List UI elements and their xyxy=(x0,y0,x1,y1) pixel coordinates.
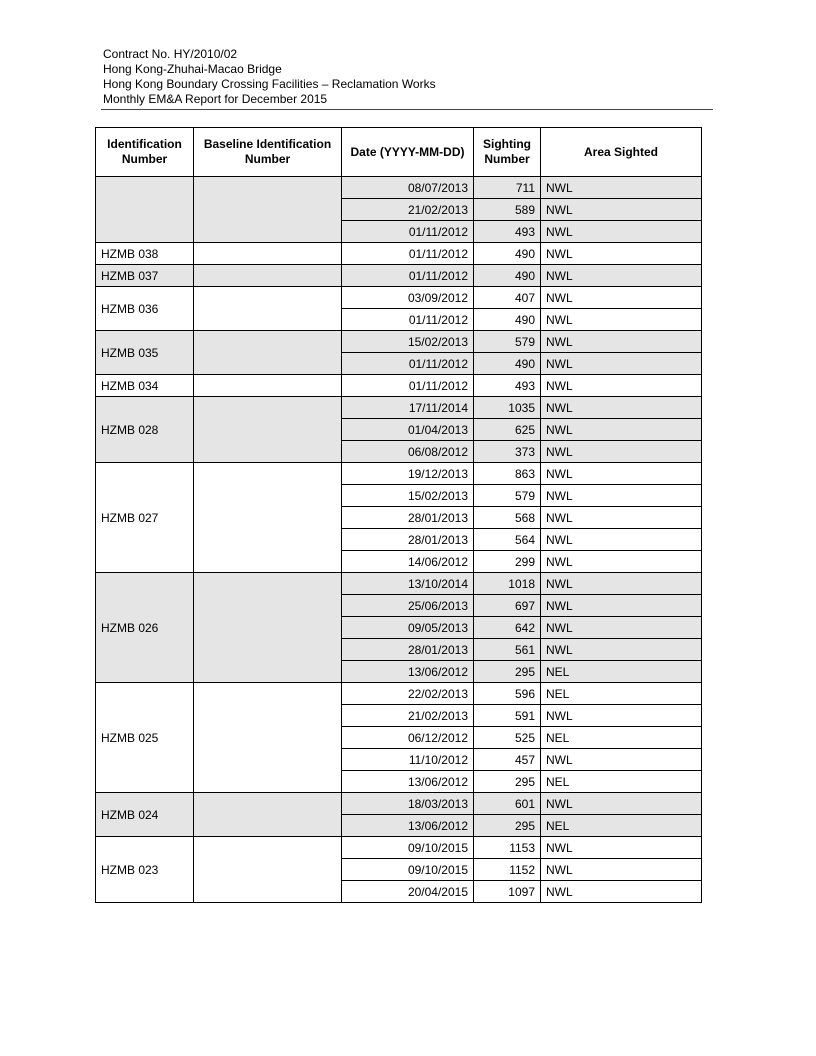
sighting-number-cell: 493 xyxy=(474,221,541,243)
date-cell: 01/11/2012 xyxy=(342,309,474,331)
report-title: Monthly EM&A Report for December 2015 xyxy=(103,92,328,106)
table-row xyxy=(96,573,702,595)
table-row xyxy=(96,683,702,705)
baseline-identification-cell xyxy=(194,177,342,243)
sighting-number-cell: 295 xyxy=(474,661,541,683)
identification-number-cell: HZMB 028 xyxy=(96,397,194,463)
sighting-number-cell: 295 xyxy=(474,815,541,837)
area-sighted-cell: NWL xyxy=(541,331,702,353)
date-cell: 19/12/2013 xyxy=(342,463,474,485)
sighting-number-cell: 568 xyxy=(474,507,541,529)
date-cell: 13/06/2012 xyxy=(342,661,474,683)
sighting-number-cell: 525 xyxy=(474,727,541,749)
contract-number: Contract No. HY/2010/02 xyxy=(103,47,238,61)
date-cell: 01/11/2012 xyxy=(342,221,474,243)
area-sighted-cell: NWL xyxy=(541,287,702,309)
table-row xyxy=(96,375,702,397)
area-sighted-cell: NWL xyxy=(541,485,702,507)
area-sighted-cell: NWL xyxy=(541,177,702,199)
date-cell: 28/01/2013 xyxy=(342,529,474,551)
column-header-date: Date (YYYY-MM-DD) xyxy=(342,128,474,177)
sighting-number-cell: 564 xyxy=(474,529,541,551)
area-sighted-cell: NWL xyxy=(541,881,702,903)
table-row xyxy=(96,331,702,353)
column-header-baseline-identification-number: Baseline Identification Number xyxy=(194,128,342,177)
baseline-identification-cell xyxy=(194,331,342,375)
area-sighted-cell: NWL xyxy=(541,859,702,881)
table-row xyxy=(96,243,702,265)
sightings-table xyxy=(95,127,702,903)
identification-number-cell: HZMB 035 xyxy=(96,331,194,375)
sighting-number-cell: 457 xyxy=(474,749,541,771)
area-sighted-cell: NWL xyxy=(541,595,702,617)
area-sighted-cell: NWL xyxy=(541,639,702,661)
sighting-number-cell: 601 xyxy=(474,793,541,815)
works-name: Hong Kong Boundary Crossing Facilities – Reclamation Works xyxy=(103,77,436,91)
sighting-number-cell: 579 xyxy=(474,331,541,353)
table-row xyxy=(96,837,702,859)
area-sighted-cell: NEL xyxy=(541,683,702,705)
date-cell: 06/12/2012 xyxy=(342,727,474,749)
date-cell: 08/07/2013 xyxy=(342,177,474,199)
area-sighted-cell: NWL xyxy=(541,397,702,419)
area-sighted-cell: NEL xyxy=(541,815,702,837)
date-cell: 01/11/2012 xyxy=(342,243,474,265)
area-sighted-cell: NWL xyxy=(541,441,702,463)
identification-number-cell: HZMB 034 xyxy=(96,375,194,397)
date-cell: 03/09/2012 xyxy=(342,287,474,309)
date-cell: 14/06/2012 xyxy=(342,551,474,573)
area-sighted-cell: NWL xyxy=(541,573,702,595)
area-sighted-cell: NEL xyxy=(541,661,702,683)
sighting-number-cell: 490 xyxy=(474,265,541,287)
sighting-number-cell: 579 xyxy=(474,485,541,507)
area-sighted-cell: NWL xyxy=(541,463,702,485)
baseline-identification-cell xyxy=(194,683,342,793)
date-cell: 28/01/2013 xyxy=(342,507,474,529)
identification-number-cell xyxy=(96,177,194,243)
sighting-number-cell: 1035 xyxy=(474,397,541,419)
area-sighted-cell: NWL xyxy=(541,375,702,397)
column-header-identification-number: Identification Number xyxy=(96,128,194,177)
date-cell: 18/03/2013 xyxy=(342,793,474,815)
date-cell: 22/02/2013 xyxy=(342,683,474,705)
area-sighted-cell: NWL xyxy=(541,749,702,771)
identification-number-cell: HZMB 036 xyxy=(96,287,194,331)
date-cell: 01/04/2013 xyxy=(342,419,474,441)
date-cell: 01/11/2012 xyxy=(342,265,474,287)
column-header-sighting-number: Sighting Number xyxy=(474,128,541,177)
sighting-number-cell: 1018 xyxy=(474,573,541,595)
document-header xyxy=(103,47,436,107)
header-divider xyxy=(101,109,713,110)
date-cell: 01/11/2012 xyxy=(342,353,474,375)
table-row xyxy=(96,177,702,199)
project-name: Hong Kong-Zhuhai-Macao Bridge xyxy=(103,62,282,76)
area-sighted-cell: NWL xyxy=(541,199,702,221)
baseline-identification-cell xyxy=(194,397,342,463)
date-cell: 09/10/2015 xyxy=(342,837,474,859)
sighting-number-cell: 697 xyxy=(474,595,541,617)
area-sighted-cell: NWL xyxy=(541,529,702,551)
date-cell: 09/10/2015 xyxy=(342,859,474,881)
identification-number-cell: HZMB 037 xyxy=(96,265,194,287)
sighting-number-cell: 561 xyxy=(474,639,541,661)
date-cell: 17/11/2014 xyxy=(342,397,474,419)
date-cell: 25/06/2013 xyxy=(342,595,474,617)
sighting-number-cell: 642 xyxy=(474,617,541,639)
area-sighted-cell: NWL xyxy=(541,793,702,815)
sighting-number-cell: 490 xyxy=(474,309,541,331)
baseline-identification-cell xyxy=(194,287,342,331)
table-row xyxy=(96,265,702,287)
date-cell: 13/10/2014 xyxy=(342,573,474,595)
table-row xyxy=(96,287,702,309)
baseline-identification-cell xyxy=(194,573,342,683)
baseline-identification-cell xyxy=(194,793,342,837)
area-sighted-cell: NWL xyxy=(541,837,702,859)
column-header-area-sighted: Area Sighted xyxy=(541,128,702,177)
sighting-number-cell: 1153 xyxy=(474,837,541,859)
baseline-identification-cell xyxy=(194,265,342,287)
sighting-number-cell: 711 xyxy=(474,177,541,199)
area-sighted-cell: NWL xyxy=(541,551,702,573)
baseline-identification-cell xyxy=(194,375,342,397)
table-body xyxy=(96,177,702,903)
area-sighted-cell: NWL xyxy=(541,419,702,441)
baseline-identification-cell xyxy=(194,463,342,573)
area-sighted-cell: NWL xyxy=(541,309,702,331)
date-cell: 11/10/2012 xyxy=(342,749,474,771)
sighting-number-cell: 295 xyxy=(474,771,541,793)
table-row xyxy=(96,463,702,485)
date-cell: 13/06/2012 xyxy=(342,815,474,837)
sighting-number-cell: 407 xyxy=(474,287,541,309)
date-cell: 13/06/2012 xyxy=(342,771,474,793)
date-cell: 01/11/2012 xyxy=(342,375,474,397)
sighting-number-cell: 591 xyxy=(474,705,541,727)
identification-number-cell: HZMB 038 xyxy=(96,243,194,265)
baseline-identification-cell xyxy=(194,837,342,903)
sighting-number-cell: 625 xyxy=(474,419,541,441)
area-sighted-cell: NWL xyxy=(541,265,702,287)
area-sighted-cell: NEL xyxy=(541,727,702,749)
date-cell: 28/01/2013 xyxy=(342,639,474,661)
sighting-number-cell: 1097 xyxy=(474,881,541,903)
baseline-identification-cell xyxy=(194,243,342,265)
sighting-number-cell: 299 xyxy=(474,551,541,573)
area-sighted-cell: NWL xyxy=(541,507,702,529)
area-sighted-cell: NWL xyxy=(541,617,702,639)
identification-number-cell: HZMB 027 xyxy=(96,463,194,573)
sighting-number-cell: 493 xyxy=(474,375,541,397)
area-sighted-cell: NWL xyxy=(541,353,702,375)
date-cell: 21/02/2013 xyxy=(342,199,474,221)
identification-number-cell: HZMB 023 xyxy=(96,837,194,903)
sighting-number-cell: 596 xyxy=(474,683,541,705)
table-row xyxy=(96,793,702,815)
table-row xyxy=(96,397,702,419)
area-sighted-cell: NWL xyxy=(541,221,702,243)
sighting-number-cell: 1152 xyxy=(474,859,541,881)
date-cell: 15/02/2013 xyxy=(342,331,474,353)
identification-number-cell: HZMB 025 xyxy=(96,683,194,793)
date-cell: 15/02/2013 xyxy=(342,485,474,507)
identification-number-cell: HZMB 026 xyxy=(96,573,194,683)
table-header-row xyxy=(96,128,702,177)
area-sighted-cell: NWL xyxy=(541,243,702,265)
sighting-number-cell: 490 xyxy=(474,353,541,375)
date-cell: 06/08/2012 xyxy=(342,441,474,463)
date-cell: 20/04/2015 xyxy=(342,881,474,903)
sighting-number-cell: 863 xyxy=(474,463,541,485)
sighting-number-cell: 589 xyxy=(474,199,541,221)
sighting-number-cell: 490 xyxy=(474,243,541,265)
identification-number-cell: HZMB 024 xyxy=(96,793,194,837)
area-sighted-cell: NEL xyxy=(541,771,702,793)
sighting-number-cell: 373 xyxy=(474,441,541,463)
date-cell: 09/05/2013 xyxy=(342,617,474,639)
area-sighted-cell: NWL xyxy=(541,705,702,727)
date-cell: 21/02/2013 xyxy=(342,705,474,727)
